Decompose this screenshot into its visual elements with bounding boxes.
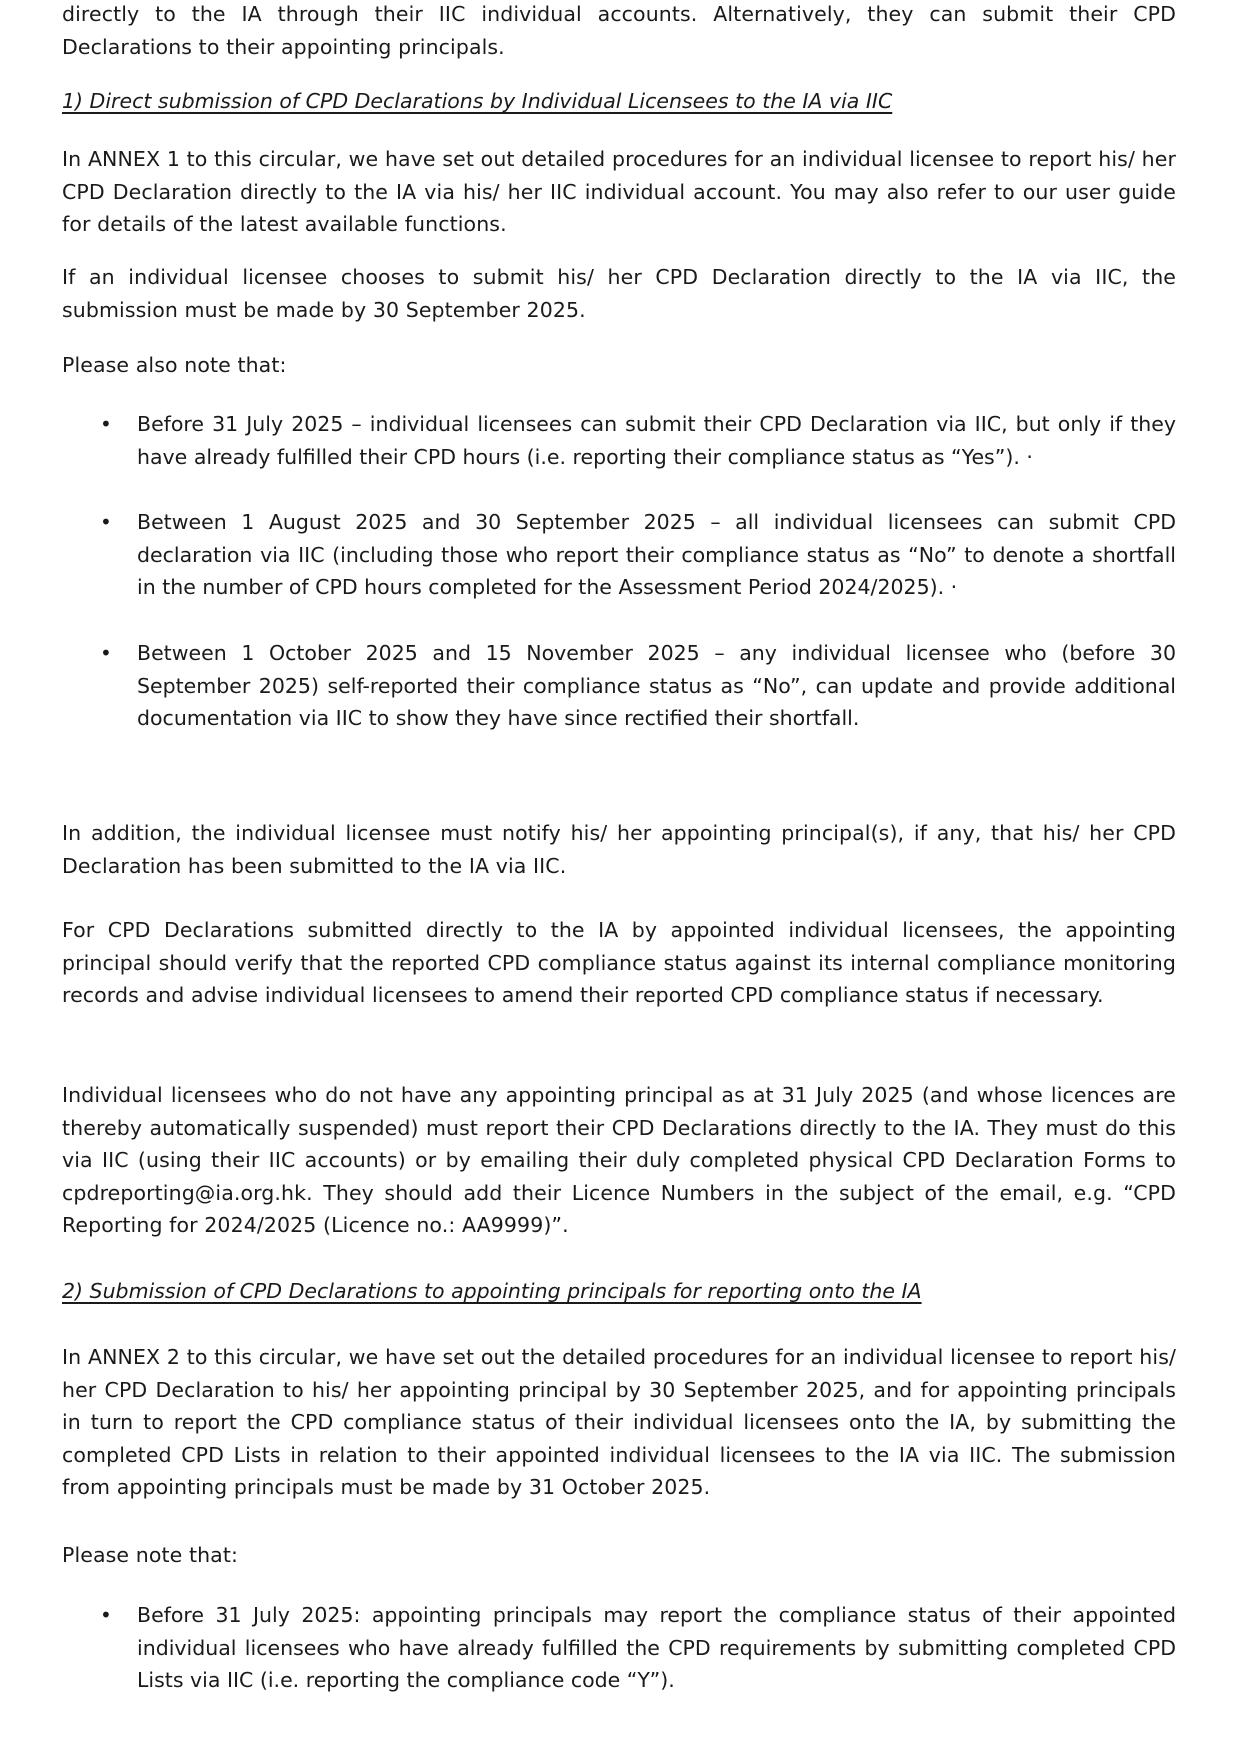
section1-paragraph-1: In ANNEX 1 to this circular, we have set out detailed procedures for an individual licensee to report his/ her CPD Declaration directly to the IA via his/ her IIC individual account. You may also refer to our user guide for details of the latest available functions. (62, 147, 1176, 237)
bullet-icon: • (100, 412, 112, 436)
bullet-icon: • (100, 640, 112, 665)
section1-bullet-list (62, 408, 1176, 735)
section2-paragraph-1: In ANNEX 2 to this circular, we have set out the detailed procedures for an individual licensee to report his/ her CPD Declaration to his/ her appointing principal by 30 September 2025, and for appointing principals in turn to report the CPD compliance status of their individual licensees onto the IA, by submitting the completed CPD Lists in relation to their appointed individual licensees to the IA via IIC. The submission from appointing principals must be made by 31 October 2025. (62, 1345, 1176, 1500)
list-item (62, 1599, 1176, 1697)
bullet-icon: • (100, 1603, 112, 1627)
section1-paragraph-5: Individual licensees who do not have any appointing principal as at 31 July 2025 (and whose licences are thereby automatically suspended) must report their CPD Declarations directly to the IA. They must do this via IIC (using their IIC accounts) or by emailing their duly completed physical CPD Declaration Forms to cpdreporting@ia.org.hk. They should add their Licence Numbers in the subject of the email, e.g. “CPD Reporting for 2024/2025 (Licence no.: AA9999)”. (62, 1083, 1176, 1238)
list-item (62, 408, 1176, 473)
bullet-icon: • (100, 510, 112, 535)
section2-heading: 2) Submission of CPD Declarations to appointing principals for reporting onto the IA (62, 1279, 922, 1303)
list-item (62, 506, 1176, 604)
bullet-text: Between 1 August 2025 and 30 September 2025 – all individual licensees can submit CPD declaration via IIC (including those who report their compliance status as “No” to denote a shortfall in the number of CPD hours completed for the Assessment Period 2024/2025). · (137, 510, 1176, 600)
bullet-text: Before 31 July 2025: appointing principals may report the compliance status of their appointed individual licensees who have already fulfilled the CPD requirements by submitting completed CPD Lists via IIC (i.e. reporting the compliance code “Y”). (137, 1603, 1176, 1693)
list-item (62, 637, 1176, 735)
section1-note-lead: Please also note that: (62, 353, 287, 377)
intro-paragraph-tail: directly to the IA through their IIC individual accounts. Alternatively, they can submit their CPD Declarations to their appointing principals. (62, 2, 1176, 59)
section2-note-lead: Please note that: (62, 1543, 238, 1567)
bullet-text: Between 1 October 2025 and 15 November 2025 – any individual licensee who (before 30 September 2025) self-reported their compliance status as “No”, can update and provide additional documentation via IIC to show they have since rectified their shortfall. (137, 640, 1176, 731)
section1-paragraph-3: In addition, the individual licensee must notify his/ her appointing principal(s), if any, that his/ her CPD Declaration has been submitted to the IA via IIC. (62, 821, 1176, 878)
section1-heading: 1) Direct submission of CPD Declarations by Individual Licensees to the IA via IIC (62, 89, 893, 113)
bullet-text: Before 31 July 2025 – individual licensees can submit their CPD Declaration via IIC, but only if they have already fulfilled their CPD hours (i.e. reporting their compliance status as “Yes”). · (137, 412, 1176, 469)
section1-paragraph-2: If an individual licensee chooses to submit his/ her CPD Declaration directly to the IA via IIC, the submission must be made by 30 September 2025. (62, 265, 1176, 322)
section2-bullet-list (62, 1599, 1176, 1697)
section1-paragraph-4: For CPD Declarations submitted directly to the IA by appointed individual licensees, the appointing principal should verify that the reported CPD compliance status against its internal compliance monitoring records and advise individual licensees to amend their reported CPD compliance status if necessary. (62, 918, 1176, 1008)
